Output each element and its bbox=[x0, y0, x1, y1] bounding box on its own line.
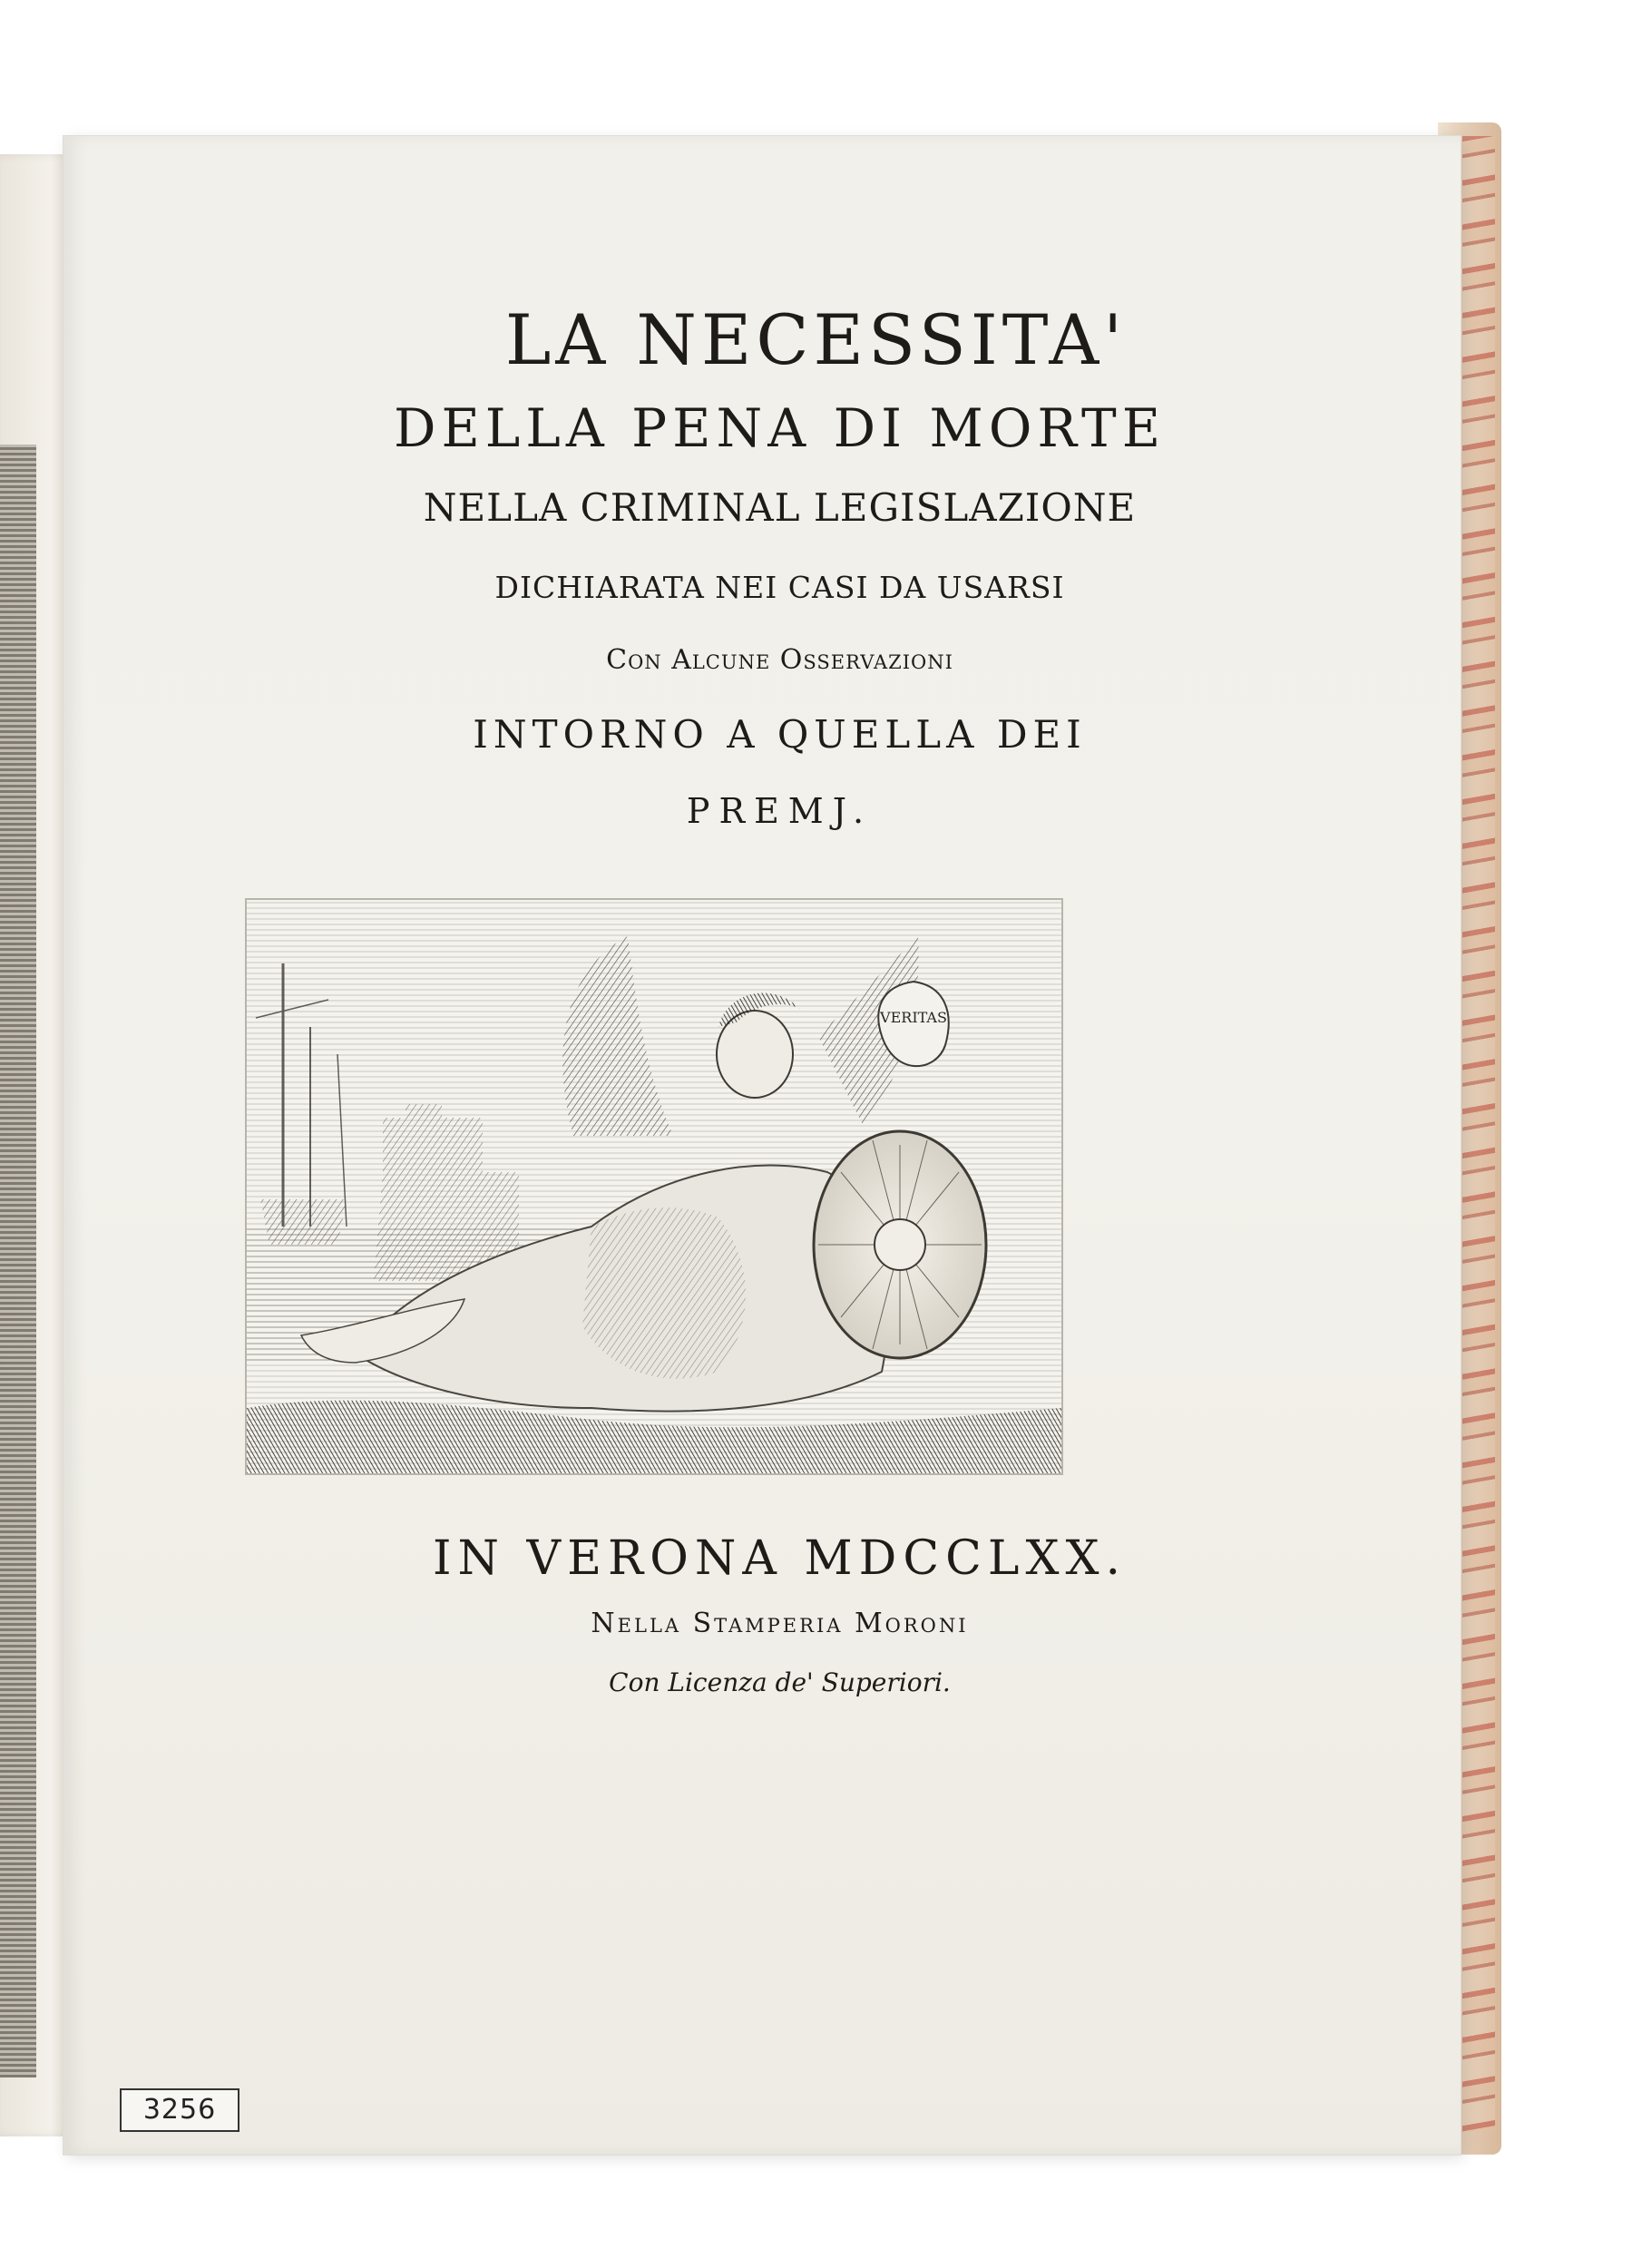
license-line: Con Licenza de' Superiori. bbox=[609, 1667, 951, 1697]
veritas-motto: VERITAS bbox=[880, 1009, 947, 1026]
imprint-line: IN VERONA MDCCLXX. bbox=[432, 1531, 1128, 1586]
vignette-drawing bbox=[247, 900, 1061, 1473]
title-line-6: INTORNO A QUELLA DEI bbox=[473, 712, 1087, 757]
frontispiece-engraving-edge bbox=[0, 445, 36, 2077]
title-line-7: PREMJ. bbox=[686, 791, 874, 831]
title-line-4: DICHIARATA NEI CASI DA USARSI bbox=[494, 570, 1065, 605]
title-line-2: DELLA PENA DI MORTE bbox=[393, 397, 1167, 459]
engraved-vignette bbox=[245, 898, 1063, 1475]
book-title: LA NECESSITA' bbox=[504, 299, 1128, 380]
title-line-5: Con Alcune Osservazioni bbox=[606, 644, 953, 676]
printer-line: Nella Stamperia Moroni bbox=[591, 1608, 969, 1639]
title-line-3: NELLA CRIMINAL LEGISLAZIONE bbox=[423, 485, 1137, 530]
inventory-stamp: 3256 bbox=[120, 2088, 239, 2132]
sun-shield bbox=[814, 1131, 986, 1358]
